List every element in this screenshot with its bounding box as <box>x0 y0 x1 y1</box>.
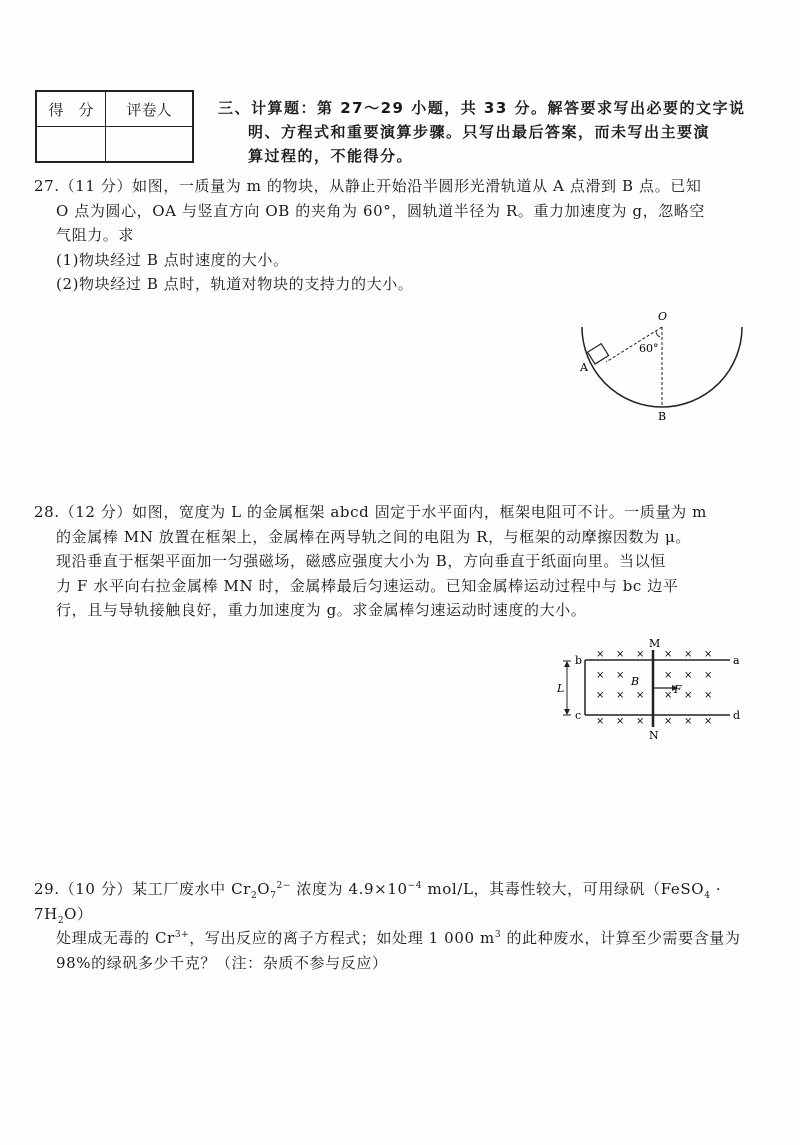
field-x-mark: × <box>596 670 605 681</box>
label-B: B <box>658 410 667 423</box>
q29-text: mol/L，其毒性较大，可用绿矾（FeSO <box>422 880 705 898</box>
field-x-mark: × <box>664 670 673 681</box>
superscript: −4 <box>407 881 423 891</box>
q29-text: 浓度为 4.9×10 <box>290 880 408 898</box>
question-29 <box>34 877 770 975</box>
field-x-mark: × <box>684 649 693 660</box>
label-c: c <box>575 709 582 722</box>
label-B-field: B <box>631 675 640 688</box>
q28-points: （12 分） <box>59 503 133 521</box>
q27-figure <box>565 305 755 425</box>
field-x-mark: × <box>596 649 605 660</box>
label-O: O <box>658 310 668 323</box>
subscript: 4 <box>704 891 711 901</box>
field-x-mark: × <box>636 649 645 660</box>
section-line-3: 算过程的，不能得分。 <box>248 147 414 165</box>
q27-line-1: 如图，一质量为 m 的物块，从静止开始沿半圆形光滑轨道从 A 点滑到 B 点。已知 <box>132 177 702 195</box>
field-x-mark: × <box>704 670 713 681</box>
label-a: a <box>733 654 740 667</box>
question-28 <box>34 500 770 623</box>
field-x-mark: × <box>596 716 605 727</box>
q29-points: （10 分） <box>59 880 133 898</box>
q28-line-2: 的金属棒 MN 放置在框架上，金属棒在两导轨之间的电阻为 R，与框架的动摩擦因数为 μ。 <box>56 527 692 546</box>
section-line-2: 明、方程式和重要演算步骤。只写出最后答案，而未写出主要演 <box>248 123 711 141</box>
q29-number: 29. <box>34 880 60 898</box>
field-x-mark: × <box>704 649 713 660</box>
label-M: M <box>649 637 661 650</box>
field-x-mark: × <box>704 690 713 701</box>
superscript: 2− <box>276 881 291 891</box>
question-27 <box>34 174 770 297</box>
score-table <box>35 90 194 163</box>
subscript: 2 <box>57 915 65 926</box>
superscript: 3+ <box>174 930 190 940</box>
label-b: b <box>575 654 583 667</box>
q28-figure <box>555 635 745 740</box>
label-angle: 60° <box>639 342 659 355</box>
q29-text: 某工厂废水中 Cr <box>132 880 251 898</box>
q28-line-1: 如图，宽度为 L 的金属框架 abcd 固定于水平面内，框架电阻可不计。一质量为 m <box>132 503 707 521</box>
q29-text: 的此种废水，计算至少需要含量为 <box>501 929 741 947</box>
section-line-1: 三、计算题：第 27～29 小题，共 33 分。解答要求写出必要的文字说 <box>218 99 746 117</box>
angle-arc <box>656 331 660 337</box>
score-header: 得 分 <box>36 91 106 127</box>
q29-text: O <box>257 880 271 898</box>
field-x-mark: × <box>704 716 713 727</box>
subscript: 7 <box>270 891 277 901</box>
q29-text: · 7H <box>34 880 722 923</box>
q27-number: 27. <box>34 177 60 195</box>
q28-line-5: 行，且与导轨接触良好，重力加速度为 g。求金属棒匀速运动时速度的大小。 <box>56 601 587 619</box>
q27-sub-2: (2)物块经过 B 点时，轨道对物块的支持力的大小。 <box>56 275 414 293</box>
q27-sub-1: (1)物块经过 B 点时速度的大小。 <box>56 250 289 269</box>
q29-text: O） <box>64 904 93 923</box>
block-icon <box>588 344 609 364</box>
field-x-mark: × <box>616 670 625 681</box>
field-x-mark: × <box>664 690 673 701</box>
q29-text: 处理成无毒的 Cr <box>56 929 175 947</box>
field-x-mark: × <box>664 649 673 660</box>
field-x-mark: × <box>664 716 673 727</box>
q29-text: ，写出反应的离子方程式；如处理 1 000 m <box>189 929 495 947</box>
superscript: 3 <box>494 930 502 940</box>
q28-number: 28. <box>34 503 60 521</box>
field-x-mark: × <box>596 690 605 701</box>
q27-line-2: O 点为圆心，OA 与竖直方向 OB 的夹角为 60°，圆轨道半径为 R。重力加速度为 g，忽略空 <box>56 201 706 220</box>
label-d: d <box>733 709 741 722</box>
q27-points: （11 分） <box>59 177 133 195</box>
dim-arrow-down <box>564 709 570 715</box>
grader-header: 评卷人 <box>106 91 194 127</box>
q28-line-4: 力 F 水平向右拉金属棒 MN 时，金属棒最后匀速运动。已知金属棒运动过程中与 bc 边平 <box>56 576 679 595</box>
field-x-mark: × <box>684 716 693 727</box>
dim-arrow-up <box>564 661 570 667</box>
score-cell[interactable] <box>36 127 106 163</box>
field-x-mark: × <box>684 670 693 681</box>
q28-line-3: 现沿垂直于框架平面加一匀强磁场，磁感应强度大小为 B，方向垂直于纸面向里。当以恒 <box>56 552 666 570</box>
label-L: L <box>557 682 565 695</box>
field-x-mark: × <box>616 690 625 701</box>
q29-line-3: 98%的绿矾多少千克？（注：杂质不参与反应） <box>56 953 388 972</box>
label-A: A <box>580 361 588 374</box>
field-x-mark: × <box>636 716 645 727</box>
field-x-mark: × <box>684 690 693 701</box>
label-N: N <box>649 729 659 740</box>
field-x-mark: × <box>616 716 625 727</box>
section-instructions <box>218 96 778 168</box>
field-x-mark: × <box>616 649 625 660</box>
label-F: F <box>674 683 682 696</box>
field-x-mark: × <box>636 690 645 701</box>
subscript: 2 <box>250 891 258 901</box>
q27-line-3: 气阻力。求 <box>56 226 135 244</box>
grader-cell[interactable] <box>106 127 194 163</box>
